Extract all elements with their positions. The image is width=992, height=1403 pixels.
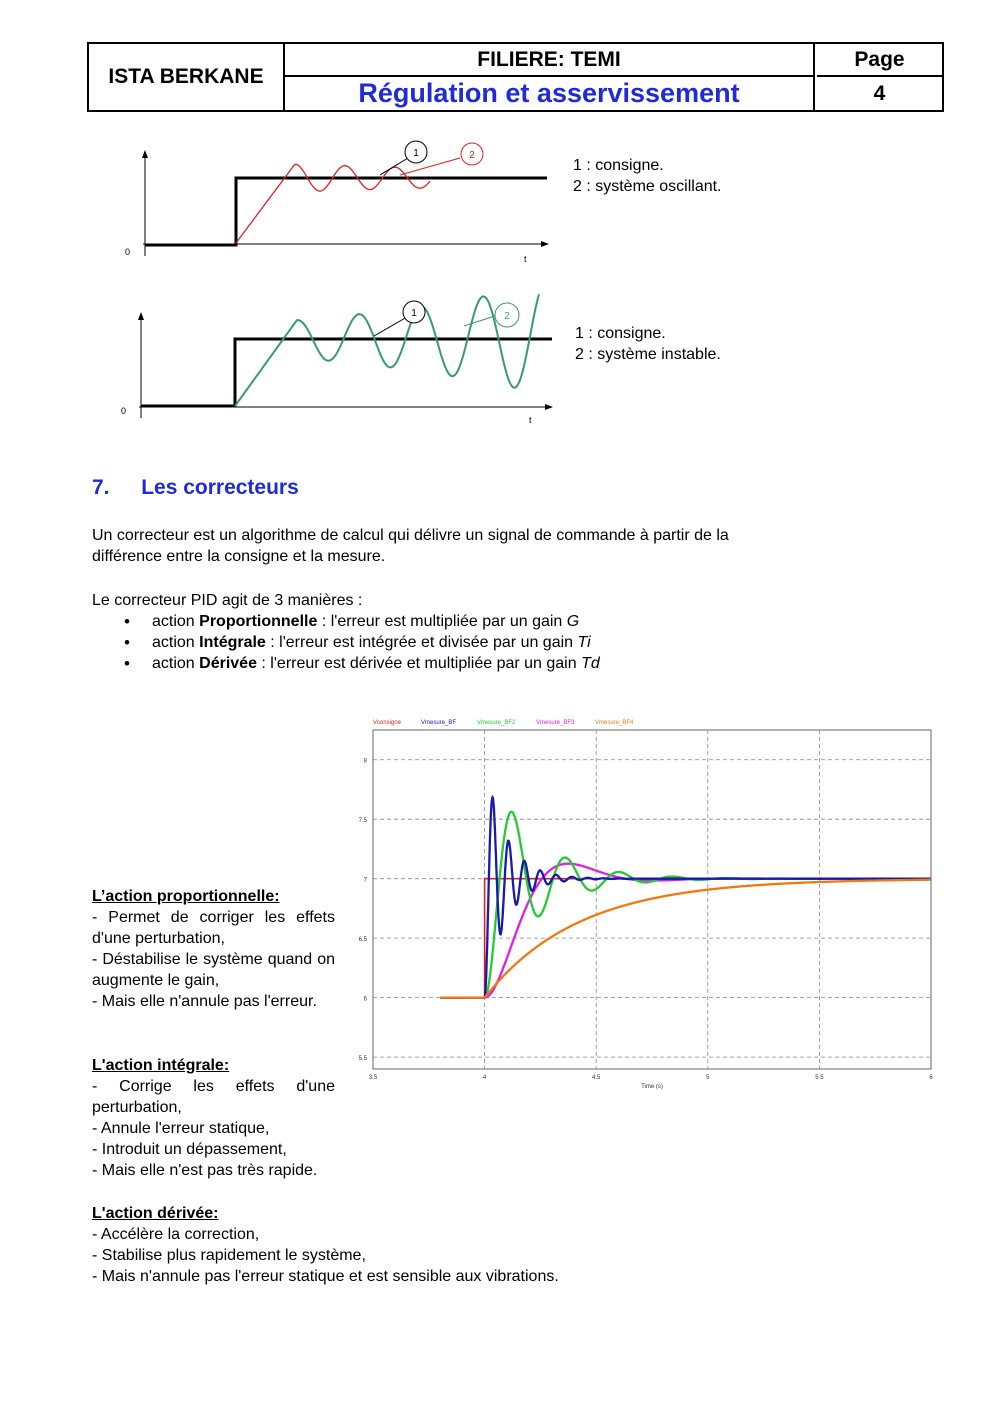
fig2-marker1-label: 1: [411, 308, 417, 319]
fig1-y-arrow: [142, 150, 148, 158]
fig2-origin-label: 0: [121, 406, 127, 416]
derivative-line: - Stabilise plus rapidement le système,: [92, 1247, 366, 1264]
figure-unstable-system: [112, 290, 567, 430]
intro-line-1: Un correcteur est un algorithme de calcul qui délivre un signal de commande à partir de la: [92, 527, 729, 544]
fig1-marker1-label: 1: [413, 148, 419, 159]
derivative-line: - Accélère la correction,: [92, 1226, 260, 1243]
derivative-block: [92, 1203, 559, 1287]
x-tick-label: 4: [482, 1075, 487, 1081]
section-heading: [92, 476, 299, 500]
fig1-marker2-label: 2: [469, 150, 475, 161]
institution-name: ISTA BERKANE: [89, 44, 285, 110]
bullet-gain: Ti: [577, 634, 591, 651]
fig2-x-arrow: [545, 404, 553, 410]
integral-title: L'action intégrale:: [92, 1057, 230, 1074]
bullet-prefix: action: [152, 613, 200, 630]
proportional-line: - Permet de corriger les effets d'une perturbation,: [92, 909, 335, 947]
fig2-consigne-curve: [141, 339, 552, 406]
fig1-x-arrow: [541, 241, 549, 247]
subject-title: Régulation et asservissement: [285, 77, 815, 110]
x-tick-label: 3.5: [368, 1075, 378, 1081]
legend-entry: Vconsigne: [373, 720, 402, 726]
bullet-bold: Intégrale: [199, 634, 266, 651]
integral-line: - Annule l'erreur statique,: [92, 1120, 270, 1137]
y-tick-label: 6.5: [358, 937, 367, 944]
fig2-t-label: t: [529, 415, 532, 425]
section-title: Les correcteurs: [141, 476, 299, 499]
integral-line: - Mais elle n'est pas très rapide.: [92, 1162, 318, 1179]
fig1-consigne-curve: [145, 178, 547, 245]
x-tick-label: 6: [929, 1075, 933, 1081]
integral-block-cont: [92, 1118, 317, 1181]
bullet-bold: Proportionnelle: [199, 613, 318, 630]
list-item: [92, 653, 600, 674]
y-tick-label: 7: [363, 877, 367, 884]
pid-intro: Le correcteur PID agit de 3 manières :: [92, 592, 363, 609]
bullet-gain: Td: [581, 655, 600, 672]
x-tick-label: 4.5: [592, 1075, 601, 1081]
proportional-line: - Déstabilise le système quand on augmente le gain,: [92, 951, 335, 989]
section-number: 7.: [92, 476, 110, 499]
fig2-legend-2: 2 : système instable.: [575, 346, 721, 363]
list-item: [92, 611, 600, 632]
intro-line-2: différence entre la consigne et la mesure.: [92, 548, 386, 565]
bullet-text: : l'erreur est multipliée par un gain: [317, 613, 567, 630]
fig1-legend-2: 2 : système oscillant.: [573, 178, 722, 195]
fig1-origin-label: 0: [125, 247, 131, 257]
fig1-oscillating-curve: [236, 164, 430, 243]
bullet-bold: Dérivée: [199, 655, 257, 672]
fig2-unstable-curve: [235, 294, 539, 406]
fig2-legend-1: 1 : consigne.: [575, 325, 666, 342]
y-tick-label: 6: [363, 996, 367, 1003]
page-label: Page: [817, 44, 942, 77]
derivative-title: L'action dérivée:: [92, 1205, 219, 1222]
fig2-marker2-label: 2: [504, 311, 510, 322]
x-tick-label: 5: [706, 1075, 710, 1081]
y-tick-label: 7.5: [358, 818, 367, 825]
figure-oscillating-system: [115, 138, 565, 268]
proportional-block: [92, 886, 335, 1012]
y-tick-label: 5.5: [358, 1056, 367, 1063]
filiere-label: FILIERE: TEMI: [285, 44, 815, 77]
pid-response-chart: [355, 712, 945, 1097]
bullet-prefix: action: [152, 634, 200, 651]
legend-entry: Vmesure_BF: [421, 720, 457, 726]
legend-entry: Vmesure_BF3: [536, 720, 575, 726]
integral-line: - Introduit un dépassement,: [92, 1141, 287, 1158]
bullet-text: : l'erreur est intégrée et divisée par un gain: [265, 634, 578, 651]
integral-block: [92, 1055, 335, 1118]
proportional-line: - Mais elle n'annule pas l'erreur.: [92, 993, 317, 1010]
derivative-line: - Mais n'annule pas l'erreur statique et est sensible aux vibrations.: [92, 1268, 559, 1285]
bullet-prefix: action: [152, 655, 200, 672]
fig2-marker1-leader: [374, 317, 407, 336]
legend-entry: Vmesure_BF2: [477, 720, 516, 726]
proportional-title: L’action proportionnelle:: [92, 888, 280, 905]
integral-line: - Corrige les effets d'une perturbation,: [92, 1078, 335, 1116]
fig1-t-label: t: [524, 254, 527, 264]
page-number: 4: [873, 81, 886, 105]
x-axis-label: Time (s): [641, 1084, 663, 1090]
x-tick-label: 5.5: [815, 1075, 824, 1081]
bullet-gain: G: [566, 613, 580, 630]
fig2-marker2-leader: [464, 316, 495, 326]
header-table: [87, 42, 944, 112]
pid-action-list: [92, 611, 600, 674]
bullet-text: : l'erreur est dérivée et multipliée par un gain: [256, 655, 582, 672]
legend-entry: Vmesure_BF4: [595, 720, 634, 726]
fig2-y-arrow: [138, 312, 144, 320]
fig1-legend-1: 1 : consigne.: [573, 157, 664, 174]
y-tick-label: 8: [363, 758, 367, 765]
list-item: [92, 632, 600, 653]
